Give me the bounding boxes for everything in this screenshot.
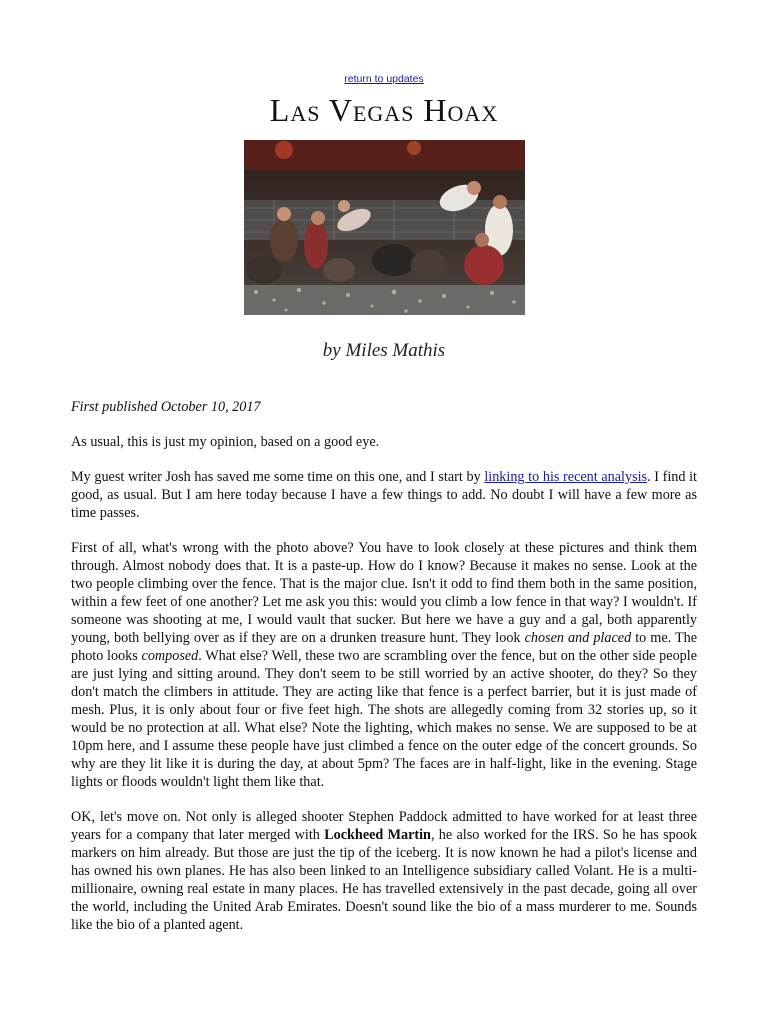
article-body (71, 398, 697, 951)
byline: by Miles Mathis (322, 340, 446, 361)
paragraph-3-emphasis-2: composed (141, 648, 199, 664)
paragraph-3 (71, 539, 697, 791)
page-title: Las Vegas Hoax (269, 92, 499, 128)
published-date: First published October 10, 2017 (71, 399, 261, 415)
paragraph-4-text-b: , he also worked for the IRS. So he has spook markers on him already. But those are just the tip of the iceberg. It is now known he had a pilot's license and has owned his own planes. He has also been linked to an Intelligence subsidiary called Volant. He is a multi-millionaire, owning real estate in many places. He has travelled extensively in the past decade, going all over the world, including the United Arab Emirates. Doesn't sound like the bio of a mass murderer to me. Sounds like the bio of a planted agent. (71, 827, 697, 933)
paragraph-4-text-a: OK, let's move on. Not only is alleged shooter Stephen Paddock admitted to have worked for at least three years for a company that later merged with (71, 809, 697, 843)
paragraph-2-text-b: . I find it good, as usual. But I am here today because I have a few things to add. No doubt I will have a few more as time passes. (71, 469, 698, 521)
paragraph-3-emphasis-1: chosen and placed (524, 630, 632, 646)
crowd-photo-illustration (244, 140, 525, 315)
paragraph-3-text-a: First of all, what's wrong with the photo above? You have to look closely at these pictures and think them through. Almost nobody does that. It is a paste-up. How do I know? Because it makes no sense. Look at the two people climbing over the fence. That is the major clue. Isn't it odd to find them both in the same position, within a few feet of one another? Let me ask you this: would you climb a low fence in that way? I wouldn't. If someone was shooting at me, I would vault that sucker. But here we have a guy and a gal, both apparently young, both bellying over as if they are on a drunken treasure hunt. They look (71, 540, 697, 646)
crowd-photo (244, 140, 525, 315)
analysis-link[interactable]: linking to his recent analysis (484, 469, 648, 485)
paragraph-3-text-b: to me. The photo looks (71, 630, 698, 664)
paragraph-1: As usual, this is just my opinion, based on a good eye. (71, 434, 380, 450)
return-to-updates-link[interactable]: return to updates (344, 73, 424, 85)
paragraph-2-text-a: My guest writer Josh has saved me some time on this one, and I start by (71, 469, 485, 485)
paragraph-3-text-c: . What else? Well, these two are scrambling over the fence, but on the other side people are just lying and sitting around. They don't seem to be still worried by an active shooter, do they? So they don't match the climbers in attitude. They are acting like that fence is a perfect barrier, but it is just made of mesh. Plus, it is only about four or five feet high. The shots are allegedly coming from 32 stories up, so it would be no protection at all. What else? Note the lighting, which makes no sense. We are supposed to be at 10pm here, and I assume these people have just climbed a fence on the outer edge of the concert grounds. So why are they lit like it is during the day, at about 5pm? The faces are in half-light, like in the evening. Stage lights or floods wouldn't light them like that. (71, 648, 698, 790)
paragraph-2 (71, 468, 697, 522)
paragraph-4-bold: Lockheed Martin (324, 827, 431, 843)
paragraph-4 (71, 808, 697, 934)
